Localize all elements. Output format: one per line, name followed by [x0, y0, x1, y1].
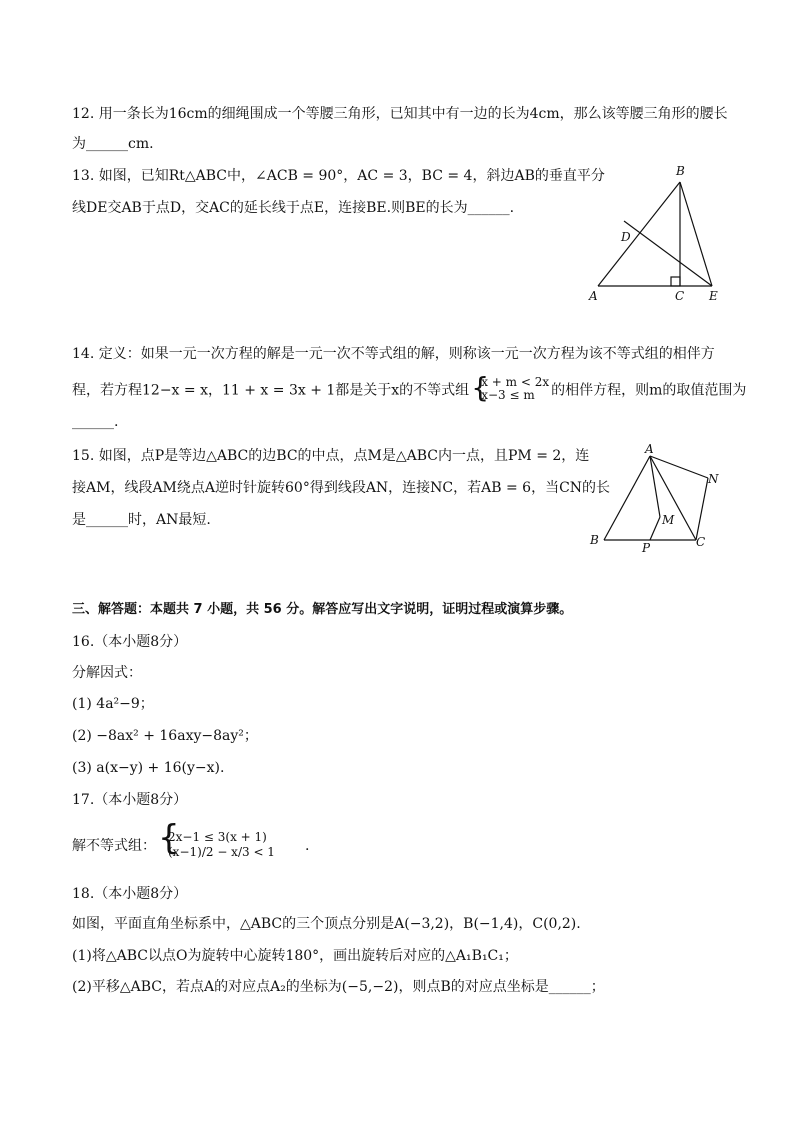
- q17-title: 17.（本小题8分）: [72, 792, 188, 808]
- label-n: N: [708, 472, 719, 486]
- q16-part-3: (3) a(x−y) + 16(y−x).: [72, 760, 225, 776]
- q18-title: 18.（本小题8分）: [72, 886, 188, 902]
- q13-triangle-figure: [584, 160, 734, 310]
- q17-tail: .: [304, 838, 310, 854]
- brace-icon: {: [471, 371, 490, 404]
- q14-inequality-system: [471, 371, 550, 405]
- segment-ab: [598, 182, 680, 286]
- q17-system-row-1: 2x−1 ≤ 3(x + 1): [168, 830, 267, 844]
- q12-line-2: 为______cm.: [72, 136, 154, 152]
- q14-line-1: 14. 定义：如果一元一次方程的解是一元一次不等式组的解，则称该一元一次方程为该不等式组的相伴方: [72, 346, 715, 362]
- q15-line-2: 接AM，线段AM绕点A逆时针旋转60°得到线段AN，连接NC，若AB = 6，当CN的长: [72, 480, 611, 496]
- q13-line-1: 13. 如图，已知Rt△ABC中，∠ACB = 90°，AC = 3，BC = 4，斜边AB的垂直平分: [72, 168, 605, 184]
- q18-line-1: 如图，平面直角坐标系中，△ABC的三个顶点分别是A(−3,2)，B(−1,4)，C(0,2).: [72, 916, 581, 932]
- section-3-heading: 三、解答题：本题共 7 小题，共 56 分。解答应写出文字说明，证明过程或演算步骤。: [72, 602, 573, 617]
- q16-part-1: (1) 4a²−9；: [72, 696, 154, 712]
- label-a: A: [645, 444, 654, 456]
- label-d: D: [621, 230, 631, 244]
- label-c: C: [696, 535, 706, 549]
- right-angle-mark: [671, 277, 680, 286]
- segment-ab: [604, 456, 650, 540]
- q16-intro: 分解因式：: [72, 665, 142, 681]
- label-b: B: [590, 533, 599, 547]
- label-a: A: [589, 289, 598, 303]
- q14-line-2-post: 的相伴方程，则m的取值范围为: [551, 382, 747, 399]
- q17-inequality-system: [158, 818, 275, 862]
- q17-body: [72, 818, 310, 862]
- label-b: B: [676, 164, 685, 178]
- q15-line-3: 是______时，AN最短.: [72, 512, 211, 528]
- q17-lead: 解不等式组：: [72, 838, 156, 854]
- label-e: E: [709, 289, 718, 303]
- q14-line-2-pre: 程，若方程12−x = x，11 + x = 3x + 1都是关于x的不等式组: [72, 382, 470, 399]
- label-c: C: [675, 289, 685, 303]
- label-p: P: [642, 541, 651, 555]
- q13-line-2: 线DE交AB于点D，交AC的延长线于点E，连接BE.则BE的长为______.: [72, 200, 515, 216]
- q15-line-1: 15. 如图，点P是等边△ABC的边BC的中点，点M是△ABC内一点，且PM = 2，连: [72, 448, 590, 464]
- q16-title: 16.（本小题8分）: [72, 634, 188, 650]
- segment-de: [624, 221, 712, 286]
- brace-icon: {: [158, 818, 180, 858]
- q14-system-row-1: x + m < 2x: [481, 375, 550, 389]
- q14-line-2: [72, 371, 747, 405]
- segment-pm: [650, 517, 660, 540]
- q17-system-row-2: (x−1)/2 − x/3 < 1: [168, 845, 275, 859]
- q18-part-2: (2)平移△ABC，若点A的对应点A₂的坐标为(−5,−2)，则点B的对应点坐标是______；: [72, 979, 605, 995]
- segment-be: [680, 182, 712, 286]
- q12-line-1: 12. 用一条长为16cm的细绳围成一个等腰三角形，已知其中有一边的长为4cm，那么该等腰三角形的腰长: [72, 106, 728, 122]
- q15-equilateral-figure: [584, 444, 734, 560]
- segment-nc: [696, 478, 708, 540]
- label-m: M: [662, 513, 675, 527]
- q18-part-1: (1)将△ABC以点O为旋转中心旋转180°，画出旋转后对应的△A₁B₁C₁；: [72, 948, 518, 964]
- q16-part-2: (2) −8ax² + 16axy−8ay²；: [72, 728, 258, 744]
- q14-system-row-2: x−3 ≤ m: [481, 388, 535, 402]
- segment-an: [650, 456, 708, 478]
- q14-line-3: ______.: [72, 414, 119, 430]
